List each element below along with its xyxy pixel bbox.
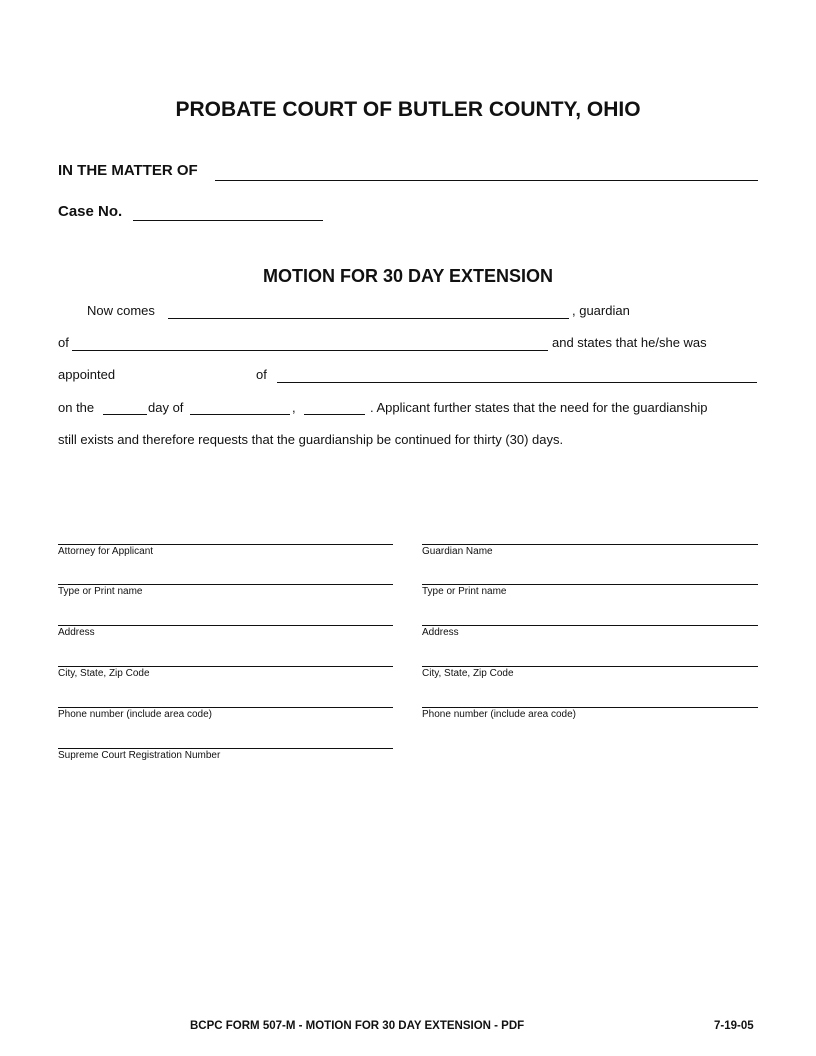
right-signature-label: City, State, Zip Code [422,668,514,679]
right-signature-label: Phone number (include area code) [422,709,576,720]
of-text-2: of [256,367,267,382]
right-signature-field[interactable] [422,584,758,585]
case-number-field[interactable] [133,220,323,221]
left-signature-label: Address [58,627,95,638]
guardian-text: , guardian [572,303,630,318]
left-signature-label: Attorney for Applicant [58,546,154,557]
states-text: and states that he/she was [552,335,707,350]
right-signature-field[interactable] [422,707,758,708]
now-comes-text: Now comes [87,303,155,318]
left-signature-field[interactable] [58,625,393,626]
ward-name-field[interactable] [72,350,548,351]
applicant-text: . Applicant further states that the need for the guardianship [370,400,708,415]
right-signature-label: Type or Print name [422,586,507,597]
right-signature-label: Address [422,627,459,638]
court-title: PROBATE COURT OF BUTLER COUNTY, OHIO [175,98,641,121]
left-signature-field[interactable] [58,748,393,749]
left-signature-label: Phone number (include area code) [58,709,212,720]
left-signature-field[interactable] [58,584,393,585]
applicant-name-field[interactable] [168,318,569,319]
day-of-text: day of [148,400,184,415]
footer-date: 7-19-05 [714,1020,754,1032]
motion-title: MOTION FOR 30 DAY EXTENSION [262,266,554,286]
on-the-text: on the [58,400,95,415]
left-signature-label: Supreme Court Registration Number [58,750,221,761]
right-signature-label: Guardian Name [422,546,493,557]
day-field[interactable] [103,414,147,415]
right-signature-field[interactable] [422,625,758,626]
appointed-text: appointed [58,367,116,382]
right-signature-field[interactable] [422,544,758,545]
footer-form-name: BCPC FORM 507-M - MOTION FOR 30 DAY EXTENSION - PDF [190,1020,525,1032]
left-signature-label: Type or Print name [58,586,143,597]
left-signature-label: City, State, Zip Code [58,668,150,679]
of-text: of [58,335,69,350]
right-signature-field[interactable] [422,666,758,667]
matter-label: IN THE MATTER OF [58,162,198,179]
month-field[interactable] [190,414,290,415]
appointment-field[interactable] [277,382,757,383]
year-field[interactable] [304,414,365,415]
left-signature-field[interactable] [58,544,393,545]
still-exists-text: still exists and therefore requests that the guardianship be continued for thirty (30) days. [58,432,564,447]
left-signature-field[interactable] [58,707,393,708]
case-label: Case No. [58,203,123,220]
matter-field[interactable] [215,180,758,181]
left-signature-field[interactable] [58,666,393,667]
comma-text: , [292,400,296,415]
